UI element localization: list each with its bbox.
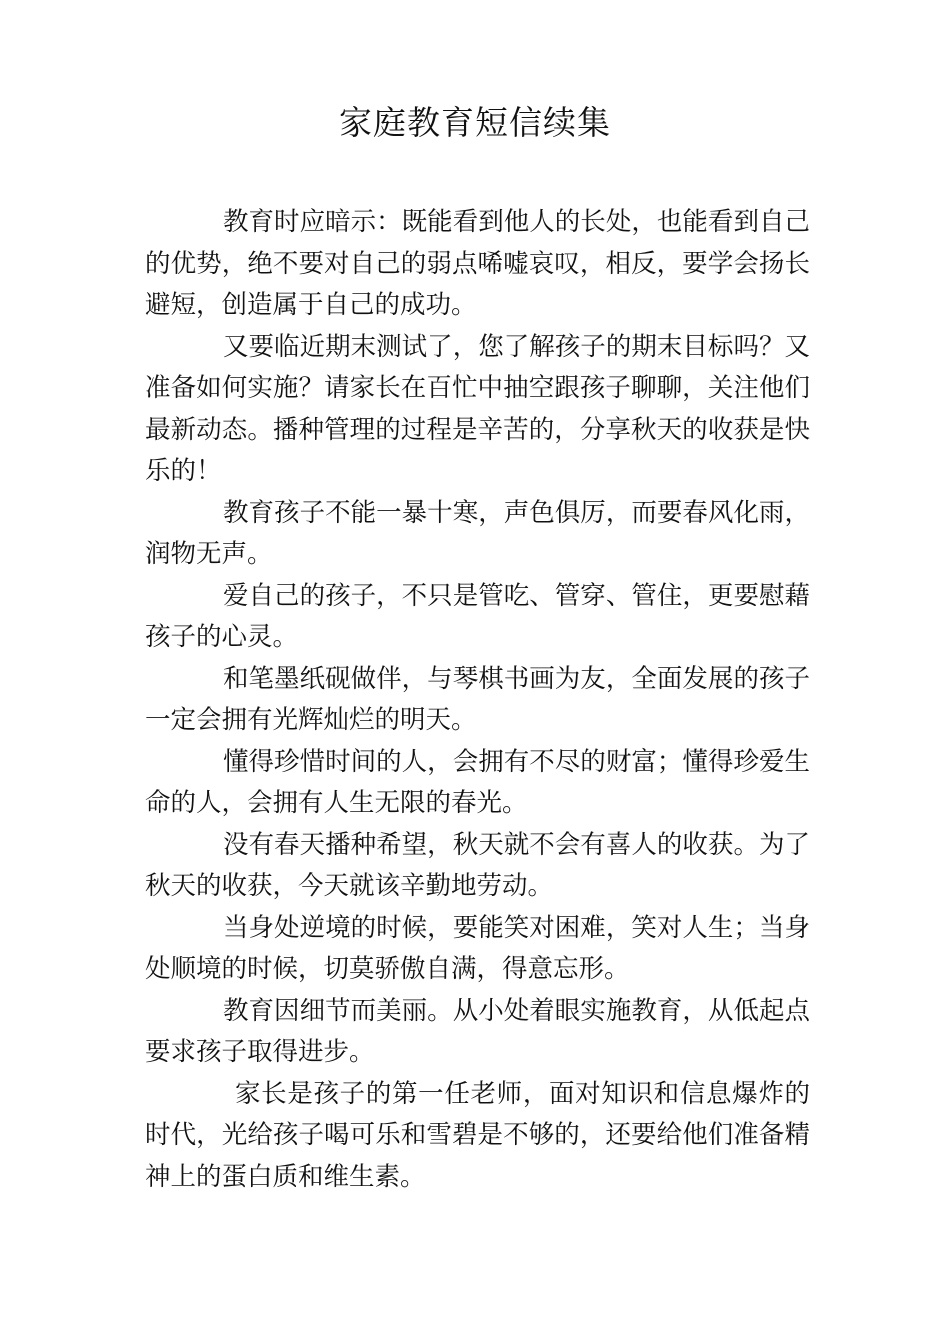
paragraph: 懂得珍惜时间的人，会拥有不尽的财富；懂得珍爱生命的人，会拥有人生无限的春光。 (145, 746, 810, 818)
paragraph: 没有春天播种希望，秋天就不会有喜人的收获。为了秋天的收获，今天就该辛勤地劳动。 (145, 829, 810, 901)
document-title: 家庭教育短信续集 (339, 103, 611, 142)
paragraph: 教育时应暗示：既能看到他人的长处，也能看到自己的优势，绝不要对自己的弱点唏嘘哀叹，相反，要学会扬长避短，创造属于自己的成功。 (145, 207, 810, 320)
paragraph: 教育因细节而美丽。从小处着眼实施教育，从低起点要求孩子取得进步。 (145, 995, 810, 1067)
paragraph: 家长是孩子的第一任老师，面对知识和信息爆炸的时代，光给孩子喝可乐和雪碧是不够的，还要给他们准备精神上的蛋白质和维生素。 (145, 1078, 810, 1192)
document-body (145, 202, 810, 1198)
paragraph: 当身处逆境的时候，要能笑对困难，笑对人生；当身处顺境的时候，切莫骄傲自满，得意忘形。 (145, 912, 810, 984)
paragraph: 和笔墨纸砚做伴，与琴棋书画为友，全面发展的孩子一定会拥有光辉灿烂的明天。 (145, 663, 810, 735)
paragraph: 爱自己的孩子，不只是管吃、管穿、管住，更要慰藉孩子的心灵。 (145, 580, 810, 652)
paragraph: 教育孩子不能一暴十寒，声色俱厉，而要春风化雨，润物无声。 (145, 497, 810, 569)
paragraph: 又要临近期末测试了，您了解孩子的期末目标吗？又准备如何实施？请家长在百忙中抽空跟孩子聊聊，关注他们最新动态。播种管理的过程是辛苦的，分享秋天的收获是快乐的！ (145, 331, 810, 486)
